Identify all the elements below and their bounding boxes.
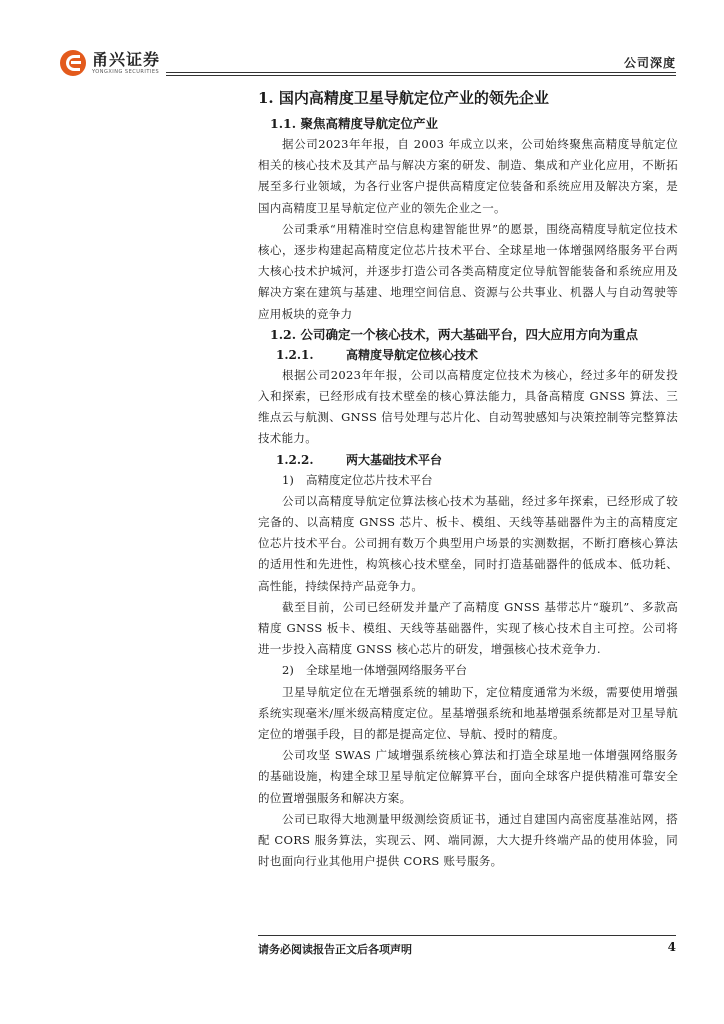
page-number: 4 (667, 940, 676, 954)
page-header (60, 48, 676, 78)
logo-brand-en: YONGXING SECURITIES (92, 69, 160, 75)
section-heading-1: 1. 国内高精度卫星导航定位产业的领先企业 (258, 89, 549, 107)
list-item-2 (282, 660, 678, 681)
list-title: 高精度定位芯片技术平台 (306, 472, 433, 487)
list-item-1 (282, 470, 678, 491)
paragraph: 卫星导航定位在无增强系统的辅助下，定位精度通常为米级，需要使用增强系统实现毫米/厘米级高精度定位。星基增强系统和地基增强系统都是对卫星导航定位的增强手段，目的都是提高定位、导航、授时的精度。 (258, 684, 678, 742)
logo-brand-cn: 甬兴证券 (92, 50, 161, 69)
main-content (258, 86, 678, 873)
paragraph: 据公司2023年年报，自 2003 年成立以来，公司始终聚焦高精度导航定位相关的核心技术及其产品与解决方案的研发、制造、集成和产业化应用，不断拓展至多行业领域，为各行业客户提供高精度定位装备和系统应用及解决方案，是国内高精度卫星导航定位产业的领先企业之一。 (258, 137, 678, 215)
footer-disclaimer: 请务必阅读报告正文后各项声明 (258, 943, 412, 956)
list-number: 1) (282, 472, 294, 487)
paragraph: 截至目前，公司已经研发并量产了高精度 GNSS 基带芯片“璇玑”、多款高精度 GNSS 板卡、模组、天线等基础器件，实现了核心技术自主可控。公司将进一步投入高精度 GNSS 核心芯片的研发，增强核心技术竞争力. (258, 599, 678, 657)
list-number: 2) (282, 663, 294, 678)
header-divider (166, 72, 676, 73)
heading-text: 高精度导航定位核心技术 (346, 347, 479, 362)
company-logo (60, 48, 160, 78)
heading-number: 1.2.1. (276, 347, 314, 362)
paragraph: 公司已取得大地测量甲级测绘资质证书，通过自建国内高密度基准站网，搭配 CORS 服务算法，实现云、网、端同源，大大提升终端产品的使用体验，同时也面向行业其他用户提供 CORS 账号服务。 (258, 811, 678, 869)
list-title: 全球星地一体增强网络服务平台 (306, 663, 467, 678)
document-type-label: 公司深度 (623, 56, 676, 70)
subsection-heading-1-2: 1.2. 公司确定一个核心技术，两大基础平台，四大应用方向为重点 (270, 326, 638, 342)
paragraph: 公司以高精度导航定位算法核心技术为基础，经过多年探索，已经形成了较完备的、以高精度 GNSS 芯片、板卡、模组、天线等基础器件为主的高精度定位芯片技术平台。公司拥有数万个典型用户场景的实测数据，不断打磨核心算法的适用性和先进性，构筑核心技术壁垒，同时打造基础器件的低成本、低功耗、高性能，持续保持产品竞争力。 (258, 493, 678, 593)
paragraph: 公司秉承“用精准时空信息构建智能世界”的愿景，围绕高精度导航定位技术核心，逐步构建起高精度定位芯片技术平台、全球星地一体增强网络服务平台两大核心技术护城河，并逐步打造公司各类高精度定位导航智能装备和系统应用及解决方案在建筑与基建、地理空间信息、资源与公共事业、机器人与自动驾驶等应用板块的竞争力 (258, 221, 678, 321)
heading-text: 两大基础技术平台 (346, 452, 443, 467)
subsection-heading-1-2-2 (276, 450, 678, 470)
heading-number: 1.2.2. (276, 452, 314, 467)
header-divider-secondary (166, 75, 676, 76)
subsection-heading-1-1: 1.1. 聚焦高精度导航定位产业 (270, 116, 438, 131)
paragraph: 根据公司2023年年报，公司以高精度定位技术为核心，经过多年的研发投入和探索，已经形成有技术壁垒的核心算法能力，具备高精度 GNSS 算法、三维点云与航测、GNSS 信号处理与芯片化、自动驾驶感知与决策控制等完整算法技术能力。 (258, 367, 678, 446)
subsection-heading-1-2-1 (276, 345, 678, 365)
logo-icon (60, 50, 86, 76)
paragraph: 公司攻坚 SWAS 广域增强系统核心算法和打造全球星地一体增强网络服务的基础设施，构建全球卫星导航定位解算平台，面向全球客户提供精准可靠安全的位置增强服务和解决方案。 (258, 748, 678, 805)
footer-divider (258, 935, 676, 936)
